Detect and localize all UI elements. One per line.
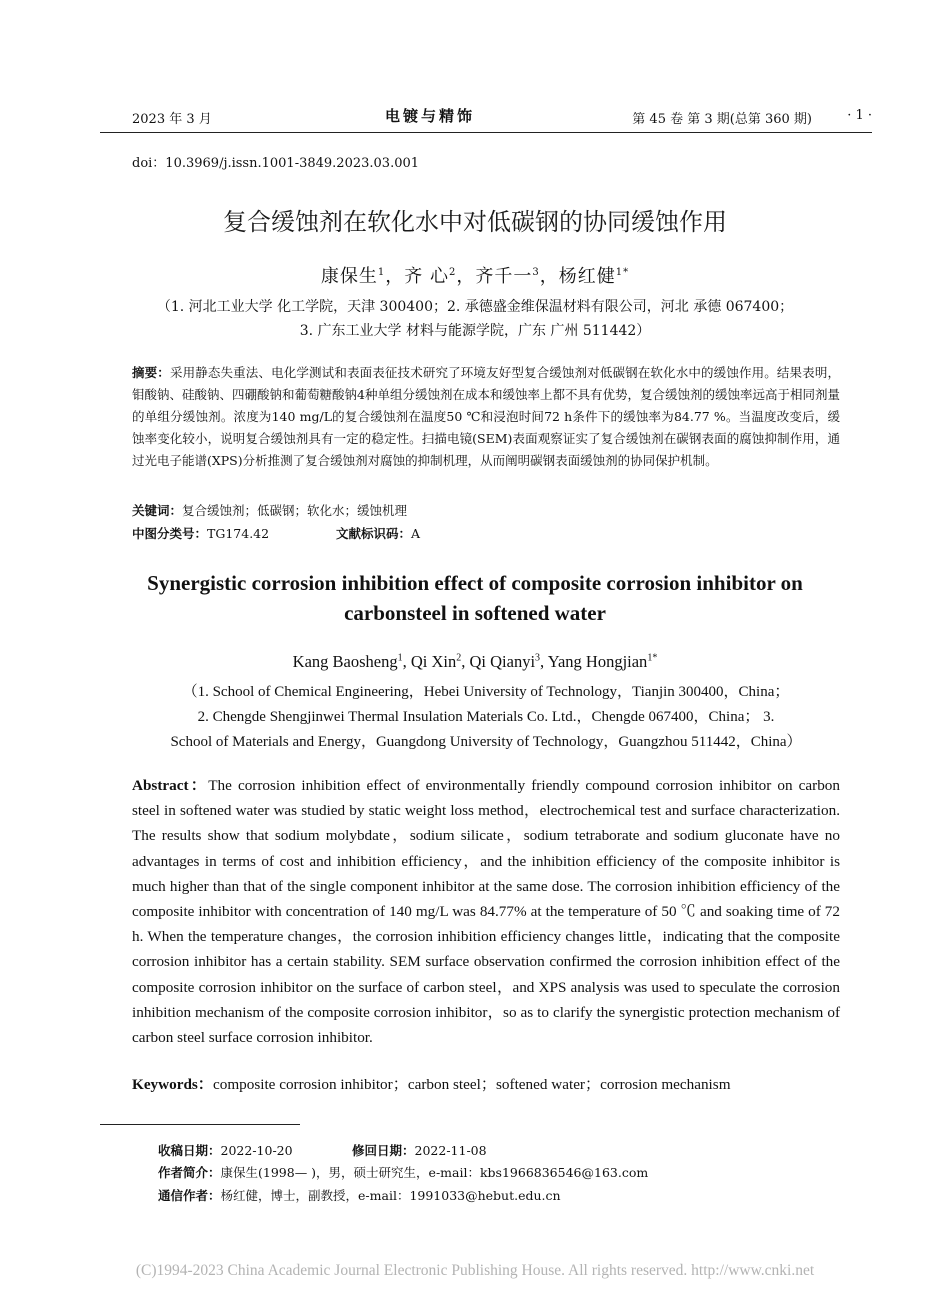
header-journal-name: 电镀与精饰	[385, 107, 476, 125]
title-en-line: Synergistic corrosion inhibition effect of composite corrosion inhibitor on	[147, 571, 803, 595]
affiliation-en-line: 2. Chengde Shengjinwei Thermal Insulation Materials Co. Ltd.，Chengde 067400，China； 3.	[197, 709, 775, 725]
abstract-chinese	[132, 362, 840, 472]
keywords-en-text: composite corrosion inhibitor；carbon steel；softened water；corrosion mechanism	[213, 1076, 731, 1093]
author-name: 杨红健	[558, 266, 616, 287]
authors-chinese: 康保生$^1$，齐 心$^2$，齐千一$^3$，杨红健$^{1*}$	[320, 266, 630, 287]
abstract-cn-label: 摘要：	[132, 365, 170, 380]
author-bio-text: 康保生(1998— )，男，硕士研究生，e-mail：kbs1966836546@163.com	[220, 1165, 649, 1180]
author-affil-mark: 1*	[615, 267, 630, 278]
author-name-en: Qi Qianyi	[469, 652, 536, 671]
abstract-en-text: The corrosion inhibition effect of environmentally friendly compound corrosion inhibitor on carbon steel in softened water was studied by static weight loss method，electrochemical test and surface characterization. The results show that sodium molybdate，sodium silicate，sodium tetraborate and sodium gluconate have no advantages in terms of cost and inhibition efficiency，and the inhibition efficiency of the composite inhibitor is much higher than that of the single component inhibitor at the same dose. The corrosion inhibition efficiency of the composite inhibitor with concentration of 140 mg/L was 84.77% at the temperature of 50 ℃ and soaking time of 72 h. When the temperature changes，the corrosion inhibition efficiency changes little，indicating that the composite corrosion inhibitor has a certain stability. SEM surface observation confirmed the corrosion inhibition effect of the composite corrosion inhibitor on the surface of carbon steel，and XPS analysis was used to speculate the corrosion inhibition mechanism of the composite corrosion inhibitor，so as to clarify the synergistic protection mechanism of carbon steel surface corrosion inhibitor.	[132, 777, 840, 1047]
clc-value: TG174.42	[207, 526, 270, 541]
doi: doi：10.3969/j.issn.1001-3849.2023.03.001	[132, 156, 420, 171]
corresponding-label: 通信作者：	[158, 1188, 221, 1203]
author-name: 齐千一	[475, 266, 533, 287]
affiliation-en-line: （1. School of Chemical Engineering，Hebei University of Technology，Tianjin 300400，China；	[182, 684, 790, 700]
keywords-cn-text: 复合缓蚀剂；低碳钢；软化水；缓蚀机理	[182, 503, 408, 518]
author-affil-mark: 1	[377, 267, 386, 278]
author-affil-mark: 3	[535, 652, 541, 664]
footnote-revised	[352, 1141, 487, 1159]
author-affil-mark: 1*	[647, 652, 658, 664]
header-rule	[100, 132, 872, 133]
keywords-en-label: Keywords：	[132, 1076, 213, 1093]
clc-label: 中图分类号：	[132, 526, 208, 541]
title-chinese: 复合缓蚀剂在软化水中对低碳钢的协同缓蚀作用	[223, 208, 727, 236]
header-issue: 第 45 卷 第 3 期(总第 360 期)	[632, 112, 812, 127]
author-affil-mark: 3	[532, 267, 540, 278]
title-english	[0, 568, 950, 628]
affiliation-en-line: School of Materials and Energy，Guangdong University of Technology，Guangzhou 511442，China）	[170, 734, 802, 750]
footnote-author-bio	[158, 1163, 648, 1181]
author-name-en: Qi Xin	[410, 652, 457, 671]
author-affil-mark: 1	[397, 652, 403, 664]
author-affil-mark: 2	[456, 652, 462, 664]
author-name: 康保生	[320, 266, 378, 287]
classification-line	[132, 524, 269, 542]
author-bio-label: 作者简介：	[158, 1165, 221, 1180]
corresponding-text: 杨红健，博士，副教授，e-mail：1991033@hebut.edu.cn	[220, 1188, 561, 1203]
header-page-number: · 1 ·	[847, 108, 872, 123]
revised-date: 2022-11-08	[414, 1143, 487, 1158]
keywords-cn-label: 关键词：	[132, 503, 183, 518]
document-code-line	[336, 524, 420, 542]
revised-label: 修回日期：	[352, 1143, 415, 1158]
authors-english: Kang Baosheng$^1$, Qi Xin$^2$, Qi Qianyi$^3$, Yang Hongjian$^{1*}$	[292, 652, 658, 671]
abstract-cn-text: 采用静态失重法、电化学测试和表面表征技术研究了环境友好型复合缓蚀剂对低碳钢在软化水中的缓蚀作用。结果表明，钼酸钠、硅酸钠、四硼酸钠和葡萄糖酸钠4种单组分缓蚀剂在成本和缓蚀率上都不具有优势，复合缓蚀剂的缓蚀率远高于相同剂量的单组分缓蚀剂。浓度为140 mg/L的复合缓蚀剂在温度50 ℃和浸泡时间72 h条件下的缓蚀率为84.77 %。当温度改变后，缓蚀率变化较小，说明复合缓蚀剂具有一定的稳定性。扫描电镜(SEM)表面观察证实了复合缓蚀剂在碳钢表面的腐蚀抑制作用，通过光电子能谱(XPS)分析推测了复合缓蚀剂对腐蚀的抑制机理，从而阐明碳钢表面缓蚀剂的协同保护机制。	[132, 365, 840, 468]
received-label: 收稿日期：	[158, 1143, 221, 1158]
keywords-english	[132, 1073, 731, 1094]
running-header	[132, 108, 872, 128]
affiliation-cn-line: （1. 河北工业大学 化工学院，天津 300400；2. 承德盛金维保温材料有限公司，河北 承德 067400；	[156, 299, 794, 315]
header-date: 2023 年 3 月	[132, 112, 212, 127]
author-name-en: Kang Baosheng	[292, 652, 398, 671]
author-affil-mark: 2	[448, 267, 457, 278]
doc-code-label: 文献标识码：	[336, 526, 412, 541]
abstract-en-label: Abstract：	[132, 777, 209, 794]
footnote-rule	[100, 1124, 300, 1125]
title-en-line: carbonsteel in softened water	[344, 601, 606, 625]
footnote-received	[158, 1141, 293, 1159]
doc-code-value: A	[411, 526, 421, 541]
keywords-chinese	[132, 500, 840, 522]
author-name: 齐 心	[404, 266, 449, 287]
affiliation-cn-line: 3. 广东工业大学 材料与能源学院，广东 广州 511442）	[299, 323, 651, 339]
abstract-english	[132, 773, 840, 1050]
received-date: 2022-10-20	[220, 1143, 293, 1158]
cnki-watermark: (C)1994-2023 China Academic Journal Electronic Publishing House. All rights reserved. http://www.cnki.net	[135, 1262, 815, 1279]
author-name-en: Yang Hongjian	[547, 652, 648, 671]
footnote-corresponding	[158, 1186, 561, 1204]
